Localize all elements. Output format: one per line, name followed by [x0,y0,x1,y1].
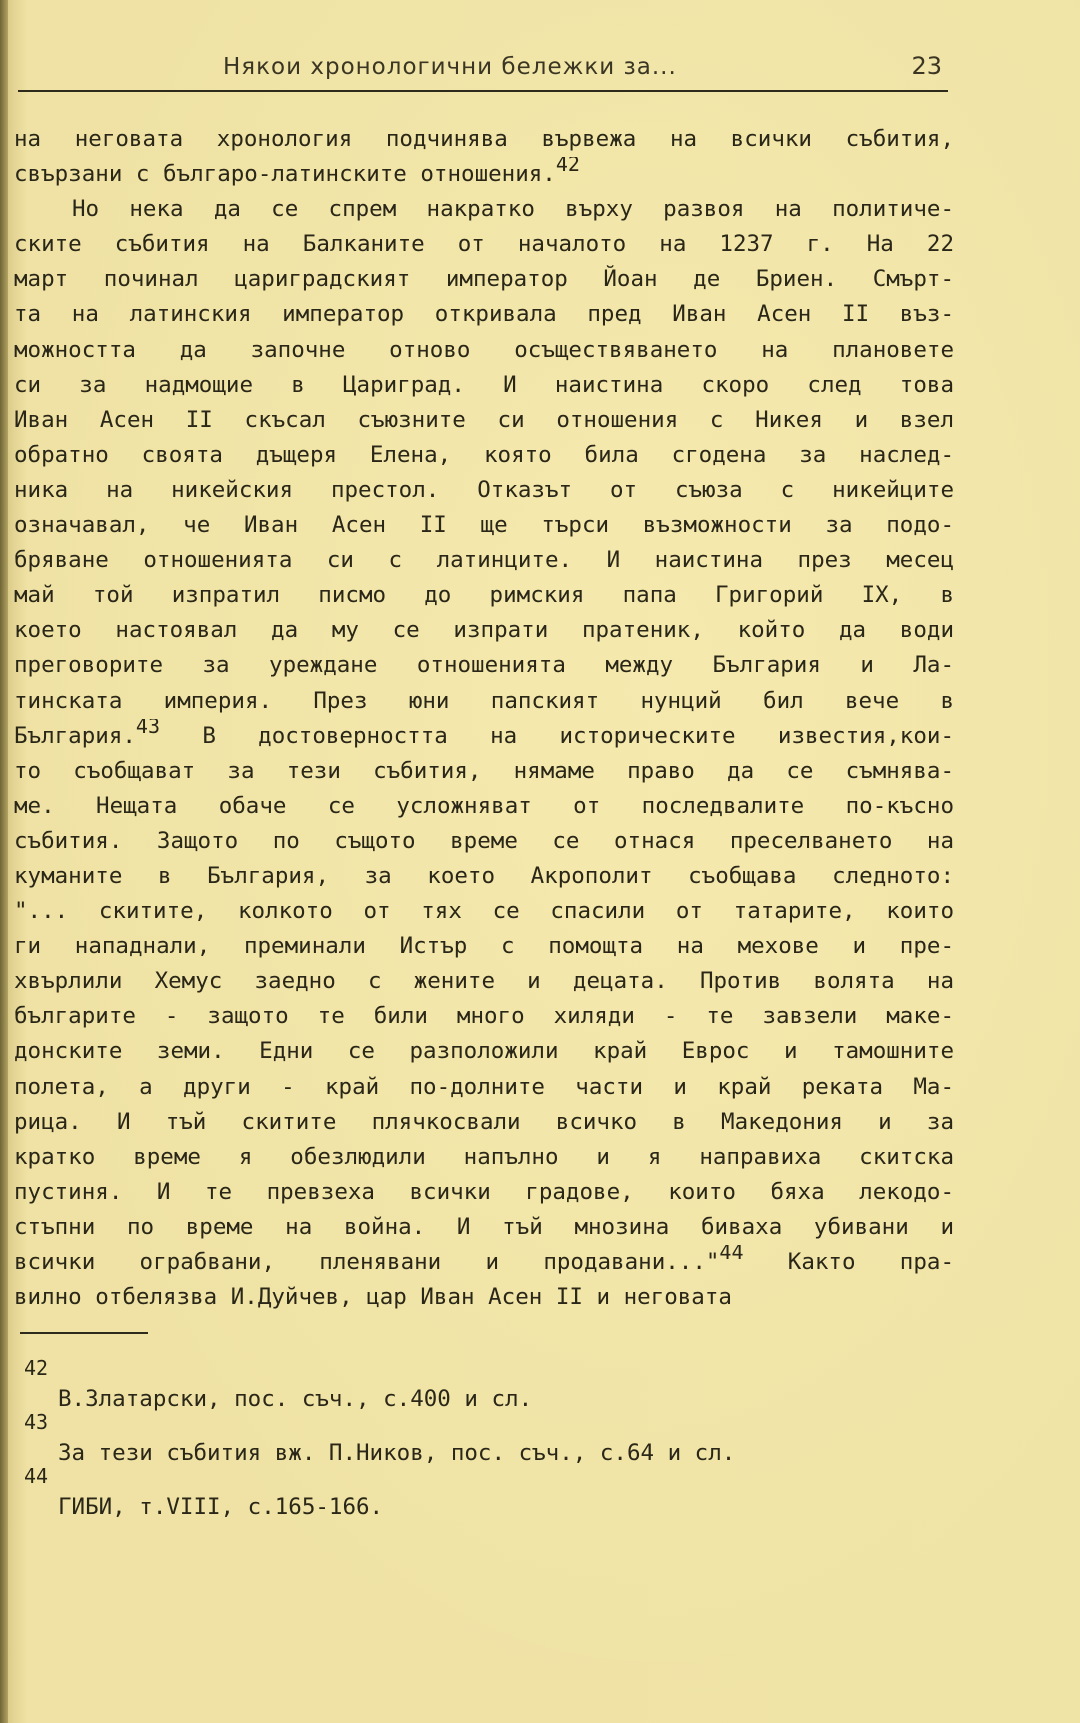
text-line: България.$^{43}$ В достоверността на историческите известия,кои- [14,719,954,754]
footnote-text: За тези събития вж. П.Ников, пос. съч., с.64 и сл. [58,1440,736,1466]
text-line: рица. И тъй скитите плячкосвали всичко в Македония и за [14,1108,954,1135]
text-line: полета, а други - край по-долните части и край реката Ма- [14,1073,954,1100]
footnote-44 [24,1464,944,1534]
text-line: означавал, че Иван Асен II ще търси възможности за подо- [14,512,954,539]
footnote-ref-42: 42 [555,157,580,177]
footnote-number: 44 [24,1464,49,1488]
text-line: на неговата хронология подчинява вървежа на всички събития, [14,126,954,152]
page-spine-shadow [0,0,8,1723]
footnote-43 [24,1410,944,1480]
text-line: тинската империя. През юни папският нунций бил вече в [14,687,954,714]
text-line: свързани с българо-латинските отношения.$^{42}$ [14,157,954,192]
text-line: ника на никейския престол. Отказът от съюза с никейците [14,476,954,503]
text-line: обратно своята дъщеря Елена, която била сгодена за наслед- [14,441,954,468]
footnote-separator [20,1332,148,1334]
footnote-text: В.Златарски, пос. съч., с.400 и сл. [58,1386,533,1412]
footnote-ref-44: 44 [719,1245,744,1264]
text-line: пустиня. И те превзеха всички градове, които бяха лекодо- [14,1178,954,1205]
text-line: ме. Нещата обаче се усложняват от последвалите по-късно [14,792,954,819]
text-line: донските земи. Едни се разположили край Еврос и тамошните [14,1038,954,1065]
text-line: което настоявал да му се изпрати пратеник, който да води [14,617,954,644]
text-line: събития. Защото по същото време се отнася преселването на [14,827,954,854]
body-text [14,122,954,1315]
running-title: Някои хронологични бележки за... [223,54,677,80]
text-line: куманите в България, за което Акрополит съобщава следното: [14,862,954,889]
text-line: българите - защото те били много хиляди - те завзели маке- [14,1003,954,1030]
text-line: можността да започне отново осъществяването на плановете [14,336,954,363]
text-line: стъпни по време на война. И тъй мнозина биваха убивани и [14,1213,954,1240]
footnotes [24,1356,944,1534]
footnote-42 [24,1356,944,1426]
text-line: Но нека да се спрем накратко върху развоя на политиче- [72,196,954,223]
page-number: 23 [911,52,942,80]
text-line: ги нападнали, преминали Истър с помощта на мехове и пре- [14,933,954,960]
running-header [18,50,948,92]
text-line: всички ограбвани, пленявани и продавани..."$^{44}$ Както пра- [14,1245,954,1280]
text-line: си за надмощие в Цариград. И наистина скоро след това [14,371,954,398]
text-line: Иван Асен II скъсал съюзните си отношения с Никея и взел [14,406,954,433]
text-line: ските събития на Балканите от началото на 1237 г. На 22 [14,231,954,258]
footnote-number: 43 [24,1410,49,1434]
text-line: вилно отбелязва И.Дуйчев, цар Иван Асен II и неговата [14,1284,732,1311]
text-line: преговорите за уреждане отношенията между България и Ла- [14,652,954,679]
text-line: то съобщават за тези събития, нямаме право да се съмнява- [14,757,954,784]
footnote-number: 42 [24,1356,49,1380]
text-line: "... скитите, колкото от тях се спасили от татарите, които [14,898,954,925]
text-line: хвърлили Хемус заедно с жените и децата. Против волята на [14,968,954,995]
text-line: кратко време я обезлюдили напълно и я направиха скитска [14,1143,954,1170]
text-line: та на латинския император откривала пред Иван Асен II въз- [14,301,954,328]
text-line: март починал цариградският император Йоан де Бриен. Смърт- [14,266,954,293]
footnote-ref-43: 43 [135,718,161,738]
text-line: бряване отношенията си с латинците. И наистина през месец [14,547,954,574]
text-line: май той изпратил писмо до римския папа Григорий IX, в [14,582,954,609]
footnote-text: ГИБИ, т.VIII, с.165-166. [58,1494,384,1520]
